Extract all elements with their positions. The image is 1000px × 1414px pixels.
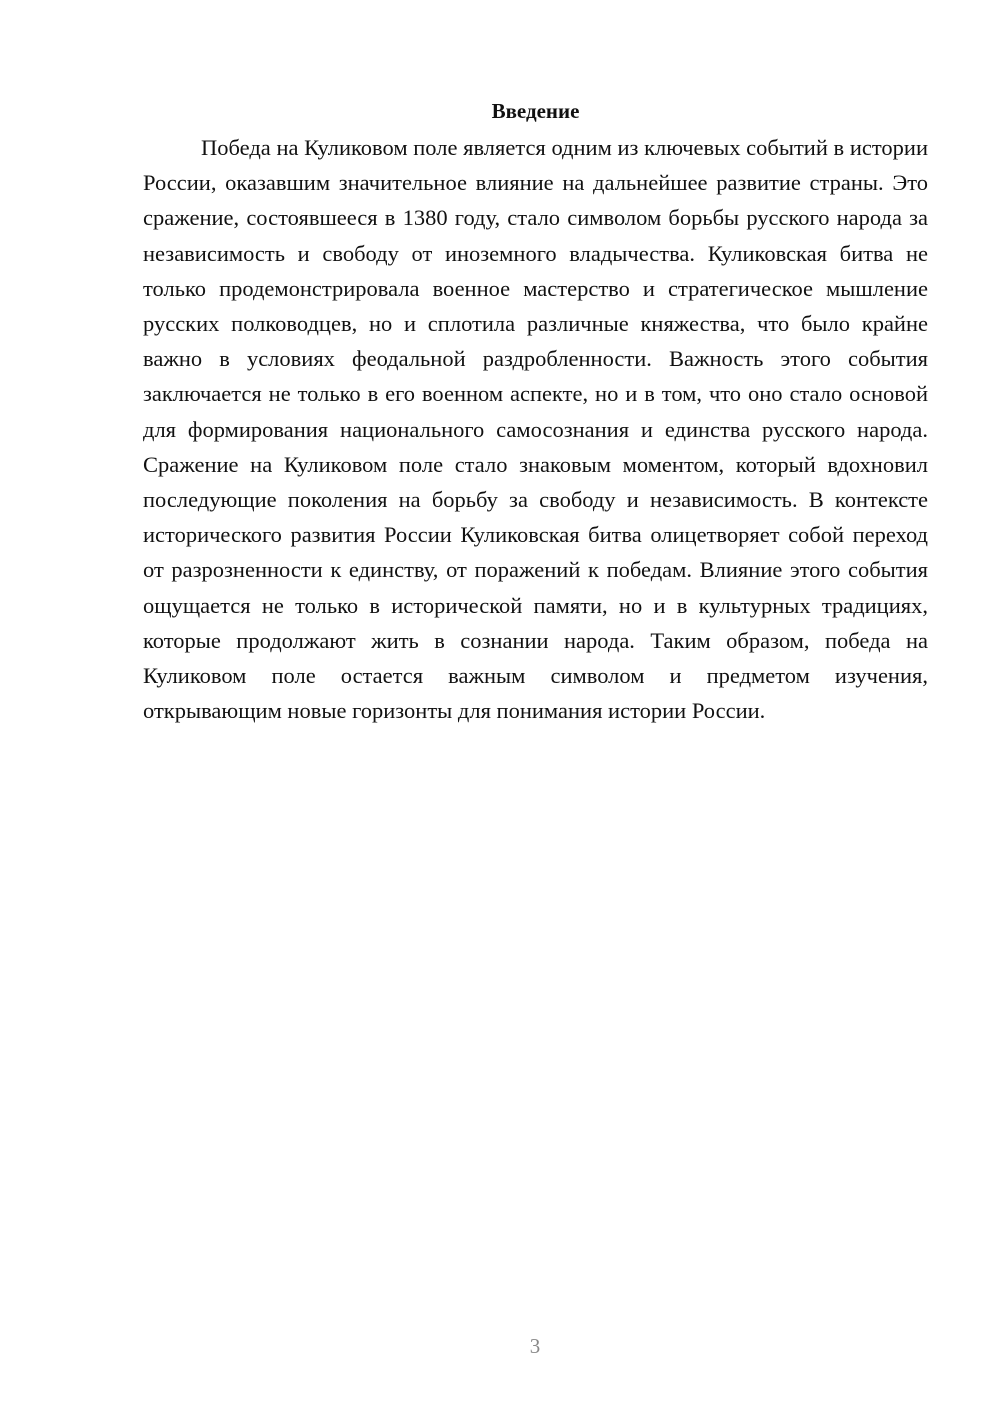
page-number: 3 [529, 1334, 541, 1358]
page-content [143, 96, 928, 728]
body-paragraph: Победа на Куликовом поле является одним из ключевых событий в истории России, оказавшим значительное влияние на дальнейшее развитие страны. Это сражение, состоявшееся в 1380 году, стало символом борьбы русского народа за независимость и свободу от иноземного владычества. Куликовская битва не только продемонстрировала военное мастерство и стратегическое мышление русских полководцев, но и сплотила различные княжества, что было крайне важно в условиях феодальной раздробленности. Важность этого события заключается не только в его военном аспекте, но и в том, что оно стало основой для формирования национального самосознания и единства русского народа. Сражение на Куликовом поле стало знаковым моментом, который вдохновил последующие поколения на борьбу за свободу и независимость. В контексте исторического развития России Куликовская битва олицетворяет собой переход от разрозненности к единству, от поражений к победам. Влияние этого события ощущается не только в исторической памяти, но и в культурных традициях, которые продолжают жить в сознании народа. Таким образом, победа на Куликовом поле остается важным символом и предметом изучения, открывающим новые горизонты для понимания истории России. [143, 135, 928, 724]
section-heading: Введение [491, 99, 580, 123]
